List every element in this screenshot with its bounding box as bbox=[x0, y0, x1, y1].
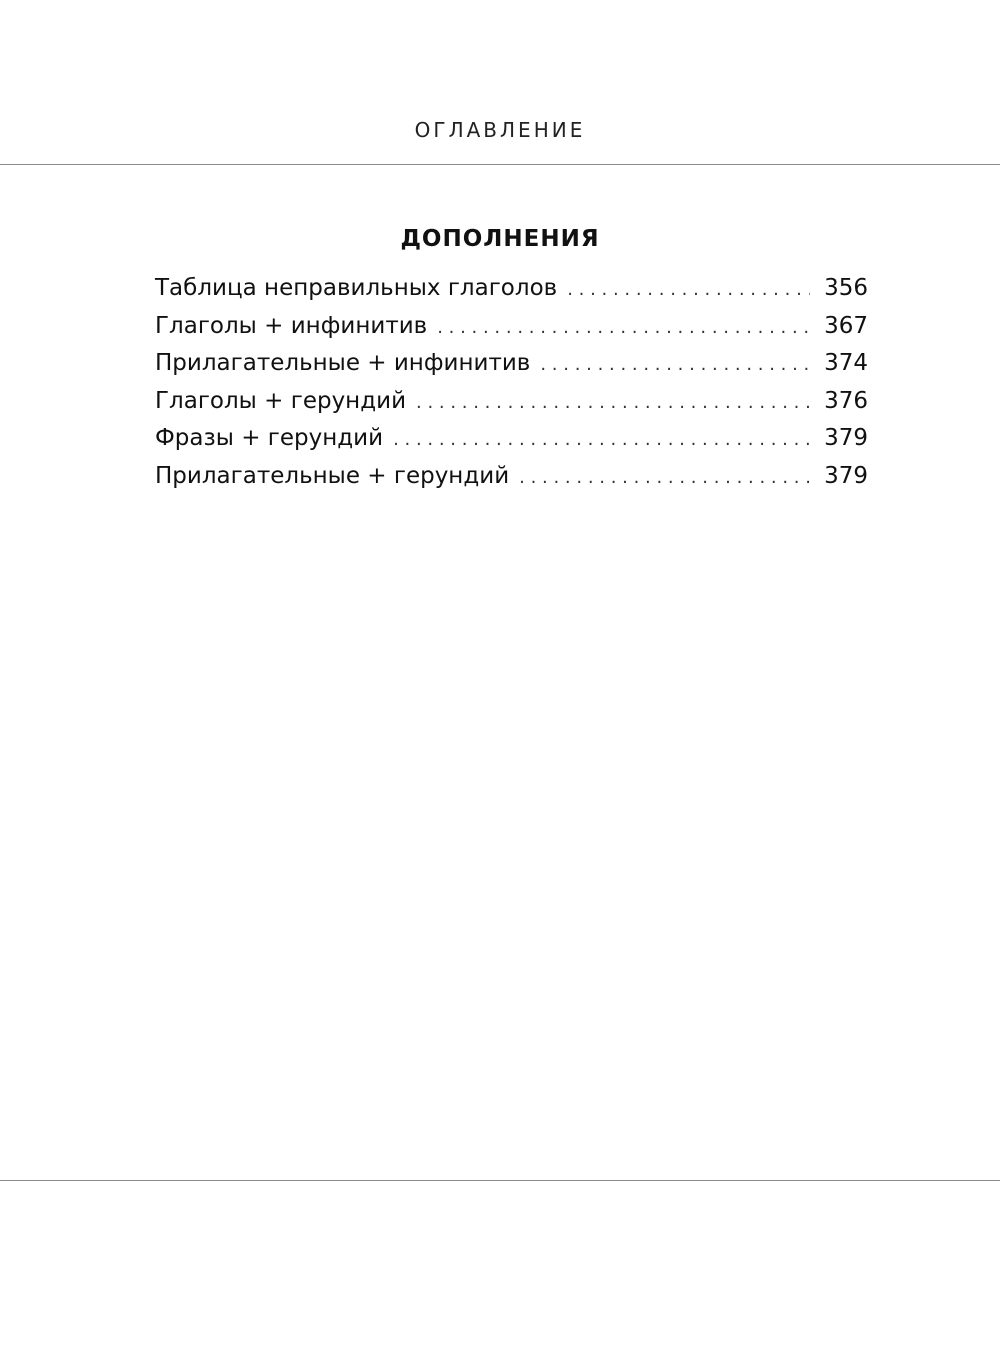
toc-entry bbox=[155, 420, 868, 458]
toc-dot-leader bbox=[567, 271, 810, 309]
toc-entry-page: 374 bbox=[824, 350, 868, 376]
toc-entry bbox=[155, 345, 868, 383]
section-title: ДОПОЛНЕНИЯ bbox=[400, 226, 600, 252]
toc-entry bbox=[155, 270, 868, 308]
toc-entry-label: Глаголы + герундий bbox=[155, 387, 407, 414]
toc-entry-page: 376 bbox=[824, 387, 868, 414]
toc-dot-leader bbox=[437, 309, 810, 347]
toc-dot-leader bbox=[416, 384, 810, 422]
header-divider bbox=[0, 164, 1000, 165]
toc-entry-label: Прилагательные + герундий bbox=[155, 462, 510, 489]
running-header: ОГЛАВЛЕНИЕ bbox=[414, 118, 586, 142]
toc-entry-label: Фразы + герундий bbox=[155, 425, 384, 451]
toc-entry-page: 379 bbox=[824, 425, 868, 451]
toc-dot-leader bbox=[393, 421, 810, 459]
toc-entry-label: Прилагательные + инфинитив bbox=[155, 350, 531, 376]
toc-entry-page: 367 bbox=[824, 312, 868, 339]
toc-entry bbox=[155, 308, 868, 346]
toc-entry-page: 379 bbox=[824, 462, 868, 489]
toc-dot-leader bbox=[540, 346, 810, 384]
toc-entry-label: Таблица неправильных глаголов bbox=[155, 275, 558, 301]
footer-divider bbox=[0, 1180, 1000, 1181]
toc-entry bbox=[155, 458, 868, 496]
toc-entry-label: Глаголы + инфинитив bbox=[155, 312, 428, 339]
toc-entry bbox=[155, 383, 868, 421]
table-of-contents bbox=[155, 270, 868, 495]
toc-entry-page: 356 bbox=[824, 275, 868, 301]
toc-dot-leader bbox=[519, 459, 810, 497]
